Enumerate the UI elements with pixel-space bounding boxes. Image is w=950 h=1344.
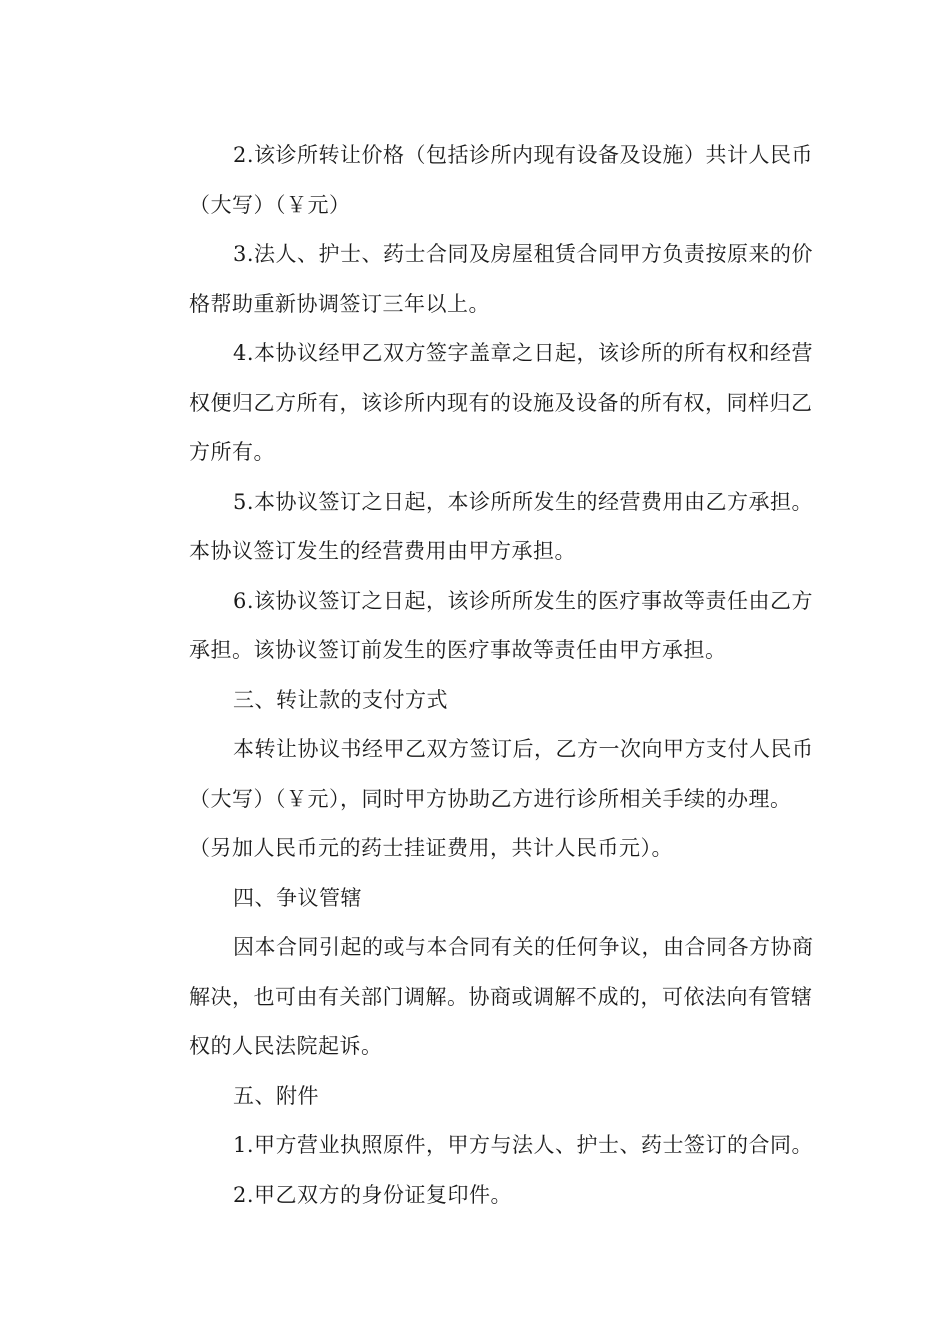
text-line: （另加人民币元的药士挂证费用，共计人民币元）。 [189, 836, 673, 860]
document-body [145, 131, 814, 1220]
attachment-item-1 [145, 1121, 814, 1171]
text-line: （大写）（￥元） [189, 192, 351, 217]
text-line: 3.法人、护士、药士合同及房屋租赁合同甲方负责按原来的价 [233, 242, 814, 266]
paragraph-ownership [145, 329, 814, 478]
paragraph-dispute [145, 923, 814, 1072]
paragraph-contracts [145, 230, 814, 329]
text-line: 本转让协议书经甲乙双方签订后，乙方一次向甲方支付人民币 [233, 737, 814, 761]
text-line: 权便归乙方所有，该诊所内现有的设施及设备的所有权，同样归乙 [189, 390, 813, 415]
section-heading-attachments [145, 1072, 810, 1122]
paragraph-payment [145, 725, 814, 874]
text-line: 2.该诊所转让价格（包括诊所内现有设备及设施）共计人民币 [233, 143, 814, 167]
text-line: 6.该协议签订之日起，该诊所所发生的医疗事故等责任由乙方 [233, 588, 814, 613]
section-heading: 五、附件 [233, 1083, 319, 1108]
paragraph-transfer-price [145, 131, 814, 230]
section-heading-dispute [145, 874, 810, 924]
paragraph-operating-costs [145, 478, 814, 577]
text-line: 4.本协议经甲乙双方签字盖章之日起，该诊所的所有权和经营 [233, 341, 814, 365]
section-heading: 三、转让款的支付方式 [233, 687, 448, 712]
text-line: 因本合同引起的或与本合同有关的任何争议，由合同各方协商 [233, 935, 814, 959]
section-heading-payment [145, 676, 810, 726]
text-line: 本协议签订发生的经营费用由甲方承担。 [189, 539, 576, 563]
text-line: 方所有。 [189, 440, 275, 464]
text-line: 格帮助重新协调签订三年以上。 [189, 291, 490, 316]
attachment-item-2 [145, 1171, 810, 1221]
paragraph-liability [145, 577, 814, 676]
text-line: 1.甲方营业执照原件，甲方与法人、护士、药士签订的合同。 [233, 1133, 814, 1157]
text-line: 承担。该协议签订前发生的医疗事故等责任由甲方承担。 [189, 638, 727, 662]
text-line: 2.甲乙双方的身份证复印件。 [233, 1182, 513, 1207]
text-line: 5.本协议签订之日起，本诊所所发生的经营费用由乙方承担。 [233, 489, 814, 514]
text-line: 解决，也可由有关部门调解。协商或调解不成的，可依法向有管辖 [189, 984, 813, 1009]
text-line: （大写）（￥元），同时甲方协助乙方进行诊所相关手续的办理。 [189, 786, 792, 811]
section-heading: 四、争议管辖 [233, 885, 362, 910]
text-line: 权的人民法院起诉。 [189, 1034, 383, 1058]
